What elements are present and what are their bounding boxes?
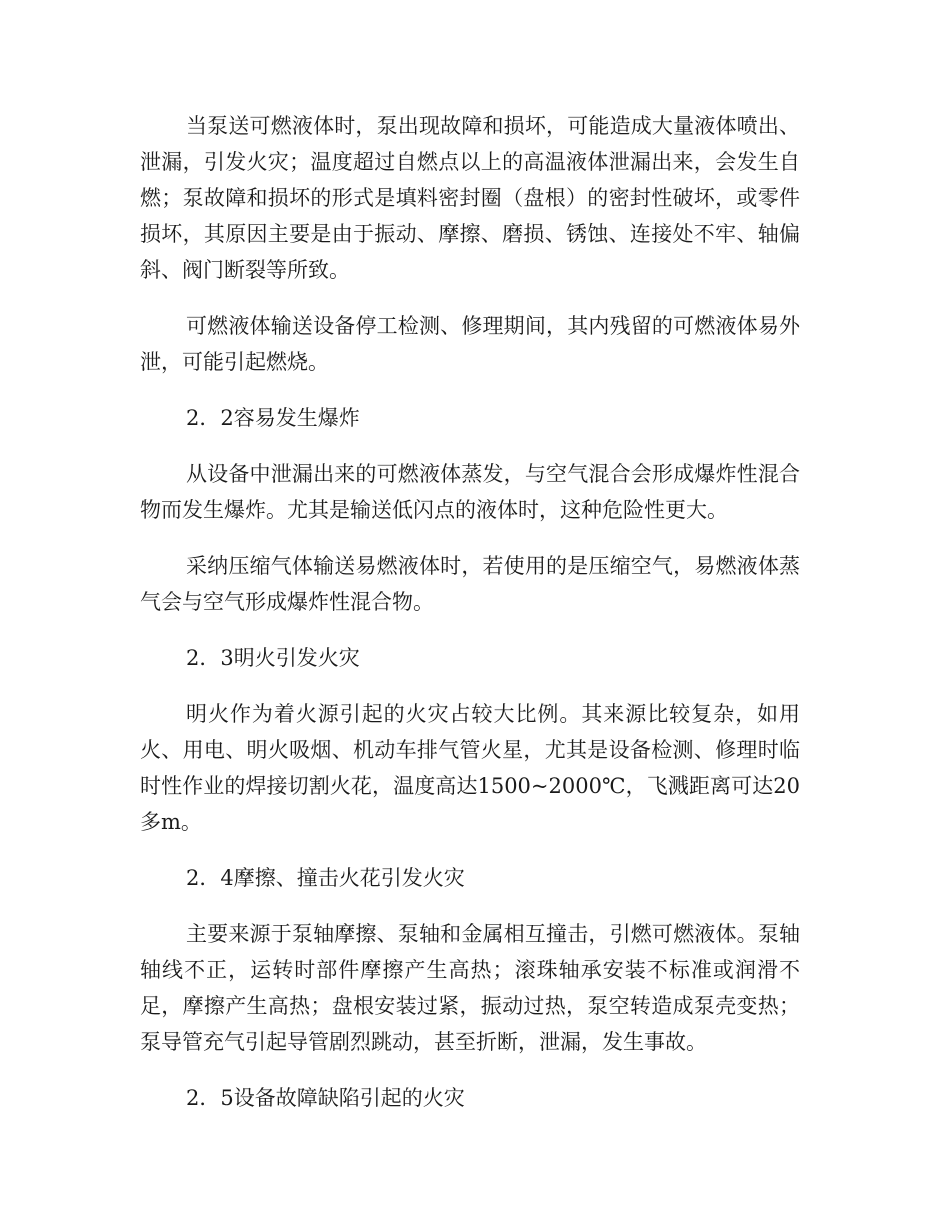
section-heading-2-5: 2．5设备故障缺陷引起的火灾	[186, 1086, 465, 1110]
paragraph-pump-failure: 当泵送可燃液体时，泵出现故障和损坏，可能造成大量液体喷出、泄漏，引发火灾；温度超过自燃点以上的高温液体泄漏出来，会发生自燃；泵故障和损坏的形式是填料密封圈（盘根）的密封性破坏，或零件损坏，其原因主要是由于振动、摩擦、磨损、锈蚀、连接处不牢、轴偏斜、阀门断裂等所致。	[140, 114, 800, 282]
section-heading-2-3: 2．3明火引发火灾	[186, 646, 360, 670]
paragraph-open-flame: 明火作为着火源引起的火灾占较大比例。其来源比较复杂，如用火、用电、明火吸烟、机动车排气管火星，尤其是设备检测、修理时临时性作业的焊接切割火花，温度高达1500~2000℃，飞溅距离可达20多m。	[140, 702, 800, 834]
paragraph-compressed-gas: 采纳压缩气体输送易燃液体时，若使用的是压缩空气，易燃液体蒸气会与空气形成爆炸性混合物。	[140, 554, 800, 614]
section-heading-2-4: 2．4摩擦、撞击火花引发火灾	[186, 866, 465, 890]
paragraph-explosion-mixture: 从设备中泄漏出来的可燃液体蒸发，与空气混合会形成爆炸性混合物而发生爆炸。尤其是输送低闪点的液体时，这种危险性更大。	[140, 462, 800, 522]
paragraph-friction-sparks: 主要来源于泵轴摩擦、泵轴和金属相互撞击，引燃可燃液体。泵轴轴线不正，运转时部件摩擦产生高热；滚珠轴承安装不标准或润滑不足，摩擦产生高热；盘根安装过紧，振动过热，泵空转造成泵壳变热；泵导管充气引起导管剧烈跳动，甚至折断，泄漏，发生事故。	[140, 922, 800, 1054]
section-heading-2-2: 2．2容易发生爆炸	[186, 406, 360, 430]
document-page	[140, 108, 800, 1116]
paragraph-residual-liquid: 可燃液体输送设备停工检测、修理期间，其内残留的可燃液体易外泄，可能引起燃烧。	[140, 314, 800, 374]
